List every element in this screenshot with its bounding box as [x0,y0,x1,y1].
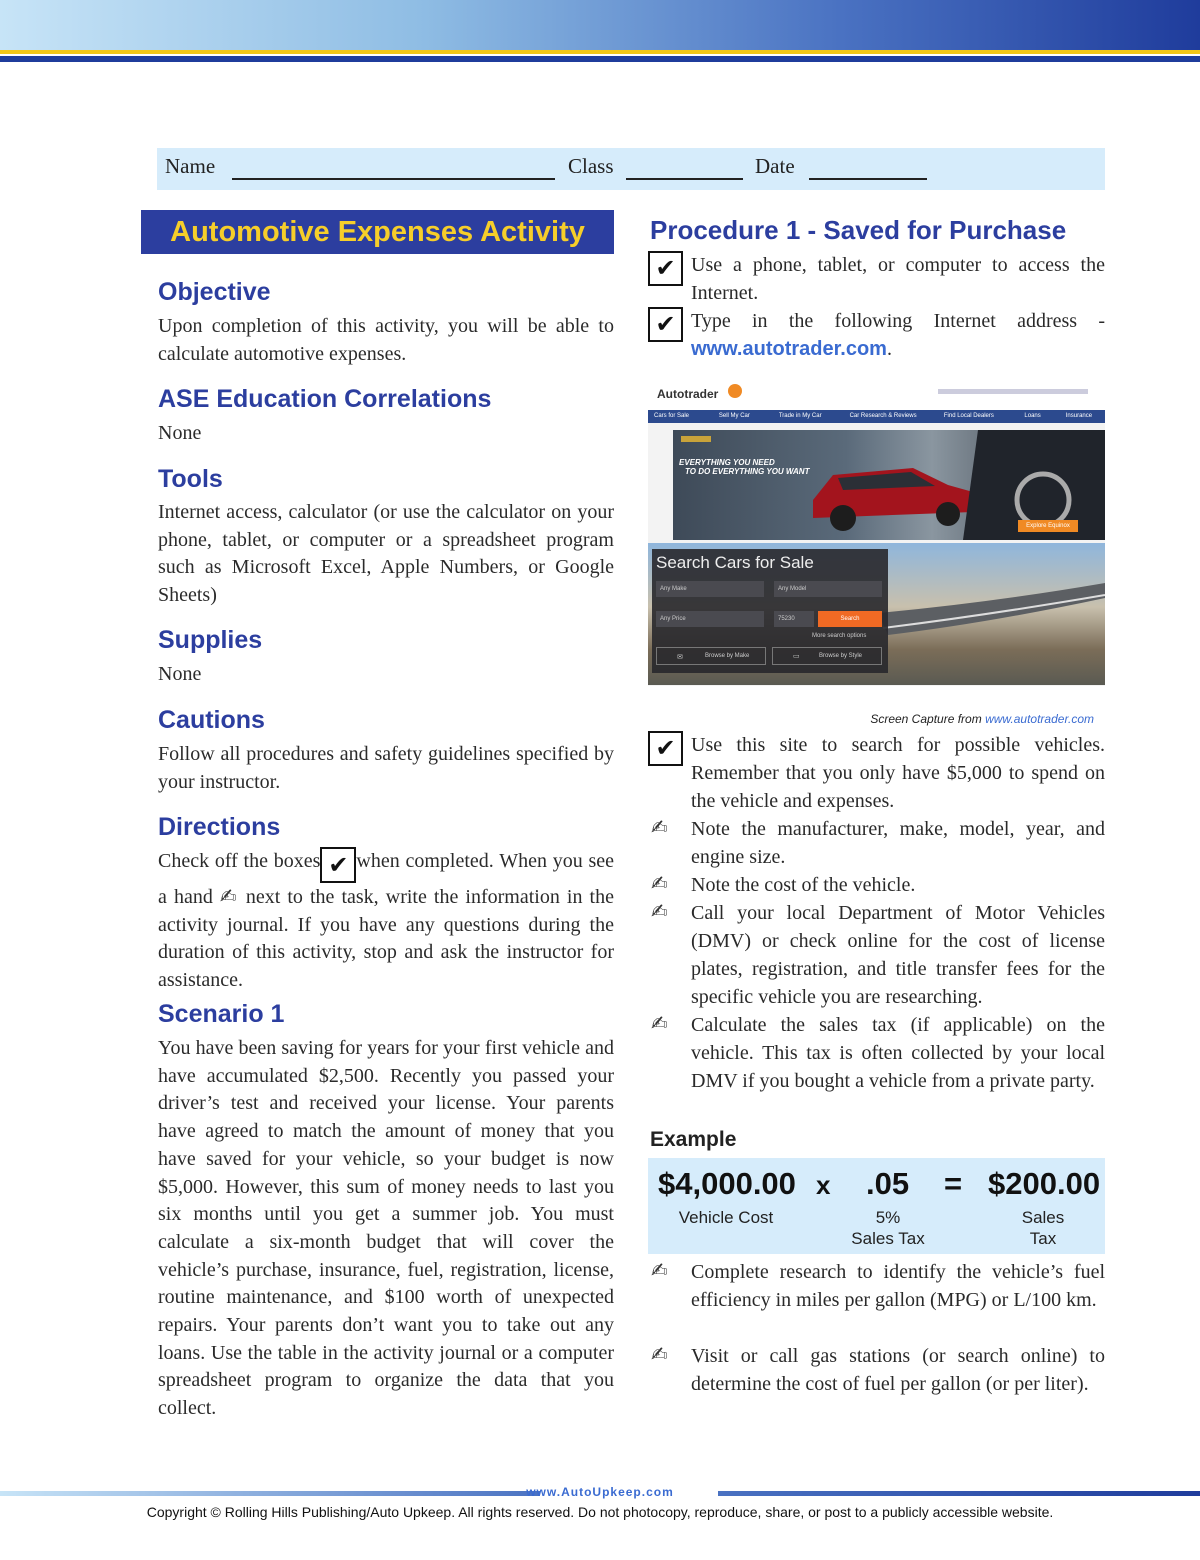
step-2-end: . [886,338,892,360]
cautions-text: Follow all procedures and safety guidelines specified by your instructor. [158,743,614,793]
site-header [648,378,1105,410]
price-select[interactable]: Any Price [656,611,764,627]
directions-text [158,847,614,995]
search-title: Search Cars for Sale [656,553,814,572]
check-box-icon[interactable]: ✔ [648,731,683,766]
step-2-lead: Type in the following Internet address - [691,310,1105,332]
browse-style-label: Browse by Style [819,653,863,659]
promo-banner[interactable] [673,430,1105,540]
step-2-text [691,307,1105,363]
hand-writing-icon: ✍ [651,1342,668,1366]
cautions-heading: Cautions [158,706,265,734]
directions-text-b: when completed. When you see a hand [158,850,614,908]
step-1-text: Use a phone, tablet, or computer to access the Internet. [691,254,1105,304]
procedure-heading: Procedure 1 - Saved for Purchase [650,215,1067,245]
footer-url[interactable]: www.AutoUpkeep.com [526,1485,674,1499]
example-box [648,1158,1105,1254]
directions-text-c: next to the task, write the information in the activity journal. If you have any questions during the duration of this activity, stop and ask the instructor for assistance. [158,886,614,992]
header-blue-stripe [0,56,1200,62]
date-field[interactable] [809,178,927,180]
supplies-text: None [158,663,202,685]
browse-make-button[interactable] [656,647,766,665]
nav-item[interactable]: Trade in My Car [778,413,822,419]
step-9 [648,1342,1105,1426]
class-field[interactable] [626,178,743,180]
hand-writing-icon: ✍ [651,871,668,895]
brand-logo-icon [681,436,711,442]
name-class-date-bar [157,148,1105,190]
step-1 [648,251,1105,307]
banner-line-1: EVERYTHING YOU NEED [679,458,775,467]
example-vehicle-cost: $4,000.00 [658,1166,796,1201]
directions-text-a: Check off the boxes [158,850,321,872]
objective-text: Upon completion of this activity, you will be able to calculate automotive expenses. [158,315,614,365]
ase-text: None [158,422,202,444]
step-9-text: Visit or call gas stations (or search online) to determine the cost of fuel per gallon (or per liter). [691,1345,1105,1395]
logo-icon [728,384,742,398]
scenario-text: You have been saving for years for your first vehicle and have accumulated $2,500. Recently you passed your driver’s test and received your license. Your parents have agreed to match the amount of money that you have saved for your vehicle, so your budget is now $5,000. However, this sum of money needs to last you six months until you get a summer job. You must calculate a six-month budget that will cover the vehicle’s purchase, insurance, fuel, registration, license, routine maintenance, and $100 worth of unexpected repairs. Your parents don’t want you to take out any loans. Use the table in the activity journal or a computer spreadsheet program to organize the data that you collect. [158,1037,614,1420]
nav-item[interactable]: Find Local Dealers [943,413,994,419]
site-nav [648,410,1105,423]
banner-line-2: TO DO EVERYTHING YOU WANT [685,467,810,476]
more-options-link[interactable]: More search options [812,633,867,639]
nav-item[interactable]: Loans [1024,413,1041,419]
tools-text: Internet access, calculator (or use the calculator on your phone, tablet, or computer or a spreadsheet program such as Microsoft Excel, Apple Numbers, or Google Sheets) [158,501,614,607]
caption-text: Screen Capture from [870,712,982,726]
scenario-heading: Scenario 1 [158,1000,285,1028]
nav-item[interactable]: Insurance [1065,413,1093,419]
step-7 [648,1011,1105,1123]
header-gradient-bar [0,0,1200,50]
name-field[interactable] [232,178,555,180]
site-footer-strip [648,686,1105,714]
search-button[interactable]: Search [818,611,882,627]
browse-style-button[interactable] [772,647,882,665]
example-title: Example [650,1128,737,1151]
nav-item[interactable]: Sell My Car [718,413,750,419]
nav-item[interactable]: Car Research & Reviews [849,413,917,419]
step-4-text: Note the manufacturer, make, model, year, and engine size. [691,818,1105,868]
step-2 [648,307,1105,363]
hand-writing-icon: ✍ [651,1258,668,1282]
check-box-icon[interactable]: ✔ [648,251,683,286]
explore-button[interactable]: Explore Equinox [1018,520,1078,532]
check-box-icon: ✔ [320,847,356,883]
step-3 [648,731,1105,815]
class-label: Class [568,154,614,178]
example-label-vehicle-cost: Vehicle Cost [678,1208,774,1227]
hand-writing-icon: ✍ [651,815,668,839]
example-label-sales-tax: Sales Tax [851,1229,925,1248]
step-8-text: Complete research to identify the vehicle’s fuel efficiency in miles per gallon (MPG) or L/100 km. [691,1261,1105,1311]
example-label-tax: Tax [1029,1229,1057,1248]
ase-heading: ASE Education Correlations [158,385,492,413]
header-yellow-stripe [0,50,1200,54]
nav-item[interactable]: Cars for Sale [654,413,690,419]
step-4 [648,815,1105,871]
hand-writing-icon: ✍ [219,884,239,908]
check-box-icon[interactable]: ✔ [648,307,683,342]
hand-writing-icon: ✍ [651,899,668,923]
example-tax-rate: .05 [866,1166,910,1201]
site-logo: Autotrader [657,387,719,401]
hand-writing-icon: ✍ [651,1011,668,1035]
step-6-text: Call your local Department of Motor Vehicles (DMV) or check online for the cost of license plates, registration, and title transfer fees for the specific vehicle you are researching. [691,902,1105,1008]
browse-make-label: Browse by Make [705,653,750,659]
mail-icon: ✉ [677,653,683,661]
example-equals: = [944,1166,963,1201]
example-multiply: x [816,1170,831,1200]
step-7-text: Calculate the sales tax (if applicable) on the vehicle. This tax is often collected by your local DMV if you bought a vehicle from a private party. [691,1014,1105,1092]
search-area [648,543,1105,685]
step-5 [648,871,1105,899]
account-links [938,389,1088,394]
make-select[interactable]: Any Make [656,581,764,597]
step-8 [648,1258,1105,1342]
search-panel [652,549,888,673]
caption-link[interactable]: www.autotrader.com [985,712,1094,726]
name-label: Name [165,154,216,178]
supplies-heading: Supplies [158,626,263,654]
example-label-sales: Sales [1021,1208,1065,1227]
autotrader-screenshot [648,378,1105,714]
example-label-rate: 5% [875,1208,901,1227]
copyright-notice: Copyright © Rolling Hills Publishing/Auto Upkeep. All rights reserved. Do not photocopy, reproduce, share, or post to a publicly accessible website. [146,1504,1054,1520]
objective-heading: Objective [158,278,271,306]
step-6 [648,899,1105,1011]
screen-capture-caption [648,712,1094,726]
autotrader-link[interactable]: www.autotrader.com [691,338,887,360]
step-5-text: Note the cost of the vehicle. [691,874,916,896]
model-select[interactable]: Any Model [774,581,882,597]
activity-title: Automotive Expenses Activity [141,210,614,254]
directions-heading: Directions [158,813,281,841]
zip-input[interactable]: 75230 [774,611,814,627]
date-label: Date [755,154,795,178]
tools-heading: Tools [158,465,223,493]
car-icon: ▭ [793,652,800,660]
step-3-text: Use this site to search for possible vehicles. Remember that you only have $5,000 to spend on the vehicle and expenses. [691,734,1105,812]
example-sales-tax: $200.00 [988,1166,1101,1201]
